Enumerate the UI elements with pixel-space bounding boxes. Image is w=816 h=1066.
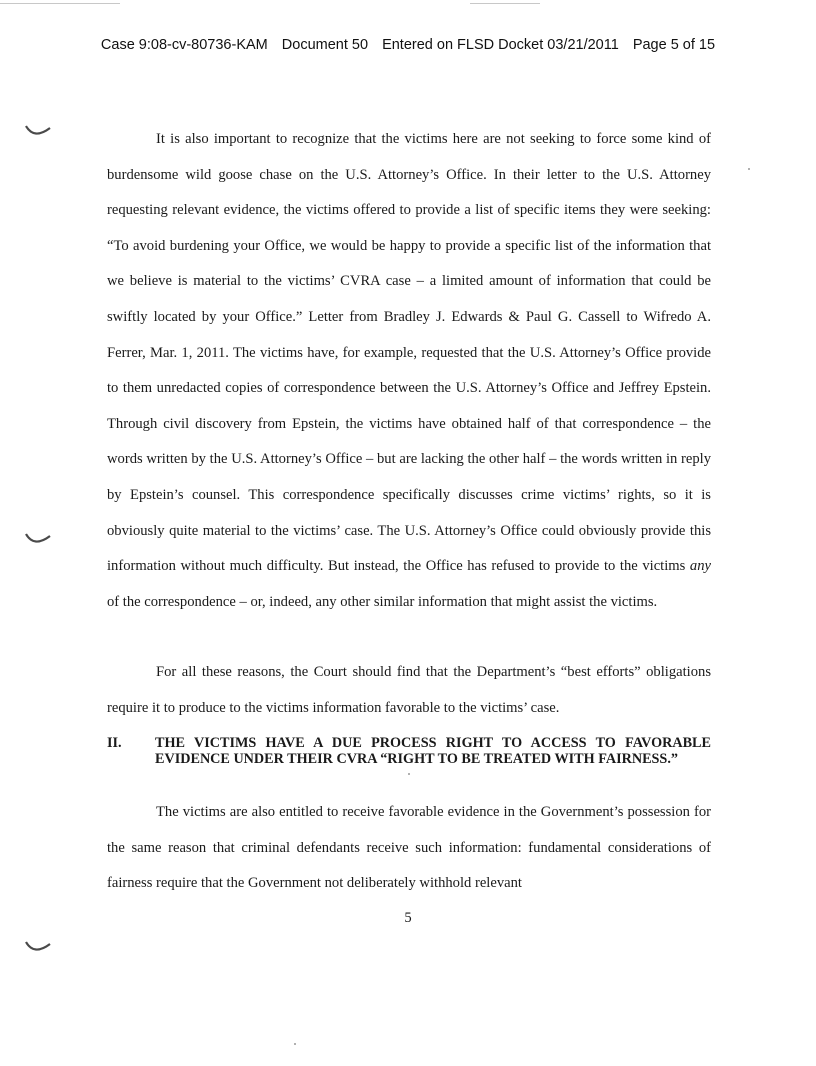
- scan-edge-line: [470, 3, 540, 4]
- punch-hole-mark: [24, 938, 52, 958]
- paragraph-conclusion: For all these reasons, the Court should find that the Department’s “best efforts” obligations require it to produce to the victims information favorable to the victims’ case.: [107, 664, 711, 716]
- punch-hole-mark: [24, 530, 52, 550]
- paragraph-text: of the correspondence – or, indeed, any other similar information that might assist the victims.: [107, 593, 658, 610]
- section-number: II.: [107, 735, 122, 751]
- section-heading: [107, 735, 711, 768]
- scan-speck: [408, 773, 410, 775]
- case-number: Case 9:08-cv-80736-KAM: [100, 37, 268, 53]
- scan-edge-line: [0, 3, 120, 4]
- paragraph-due-process: The victims are also entitled to receive favorable evidence in the Government’s possession for the same reason that criminal defendants receive such information: fundamental considerations of fairness require that the Government not deliberately withhold relevant: [107, 804, 711, 892]
- document-number: Document 50: [281, 37, 369, 53]
- page-number: 5: [404, 910, 412, 926]
- docket-entry: Entered on FLSD Docket 03/21/2011: [382, 37, 619, 53]
- scan-speck: [748, 168, 750, 170]
- scan-speck: [294, 1043, 296, 1045]
- section-title: THE VICTIMS HAVE A DUE PROCESS RIGHT TO ACCESS TO FAVORABLE EVIDENCE UNDER THEIR CVRA “RIGHT TO BE TREATED WITH FAIRNESS.”: [155, 735, 711, 768]
- paragraph-text: It is also important to recognize that the victims here are not seeking to force some kind of burdensome wild goose chase on the U.S. Attorney’s Office. In their letter to the U.S. Attorney requesting relevant evidence, the victims offered to provide a list of specific items they were seeking: “To avoid burdening your Office, we would be happy to provide a specific list of the information that we believe is material to the victims’ CVRA case – a limited amount of information that could be swiftly located by your Office.” Letter from Bradley J. Edwards & Paul G. Cassell to Wifredo A. Ferrer, Mar. 1, 2011. The victims have, for example, requested that the U.S. Attorney’s Office provide to them unredacted copies of correspondence between the U.S. Attorney’s Office and Jeffrey Epstein. Through civil discovery from Epstein, the victims have obtained half of that correspondence – the words written by the U.S. Attorney’s Office – but are lacking the other half – the words written in reply by Epstein’s counsel. This correspondence specifically discusses crime victims’ rights, so it is obviously quite material to the victims’ case. The U.S. Attorney’s Office could obviously provide this information without much difficulty. But instead, the Office has refused to provide to the victims: [107, 131, 711, 575]
- punch-hole-mark: [24, 122, 52, 142]
- docket-header: [0, 37, 816, 53]
- paragraph-victims-request: [107, 122, 711, 620]
- emphasis-text: any: [689, 558, 711, 575]
- page-count: Page 5 of 15: [632, 37, 716, 53]
